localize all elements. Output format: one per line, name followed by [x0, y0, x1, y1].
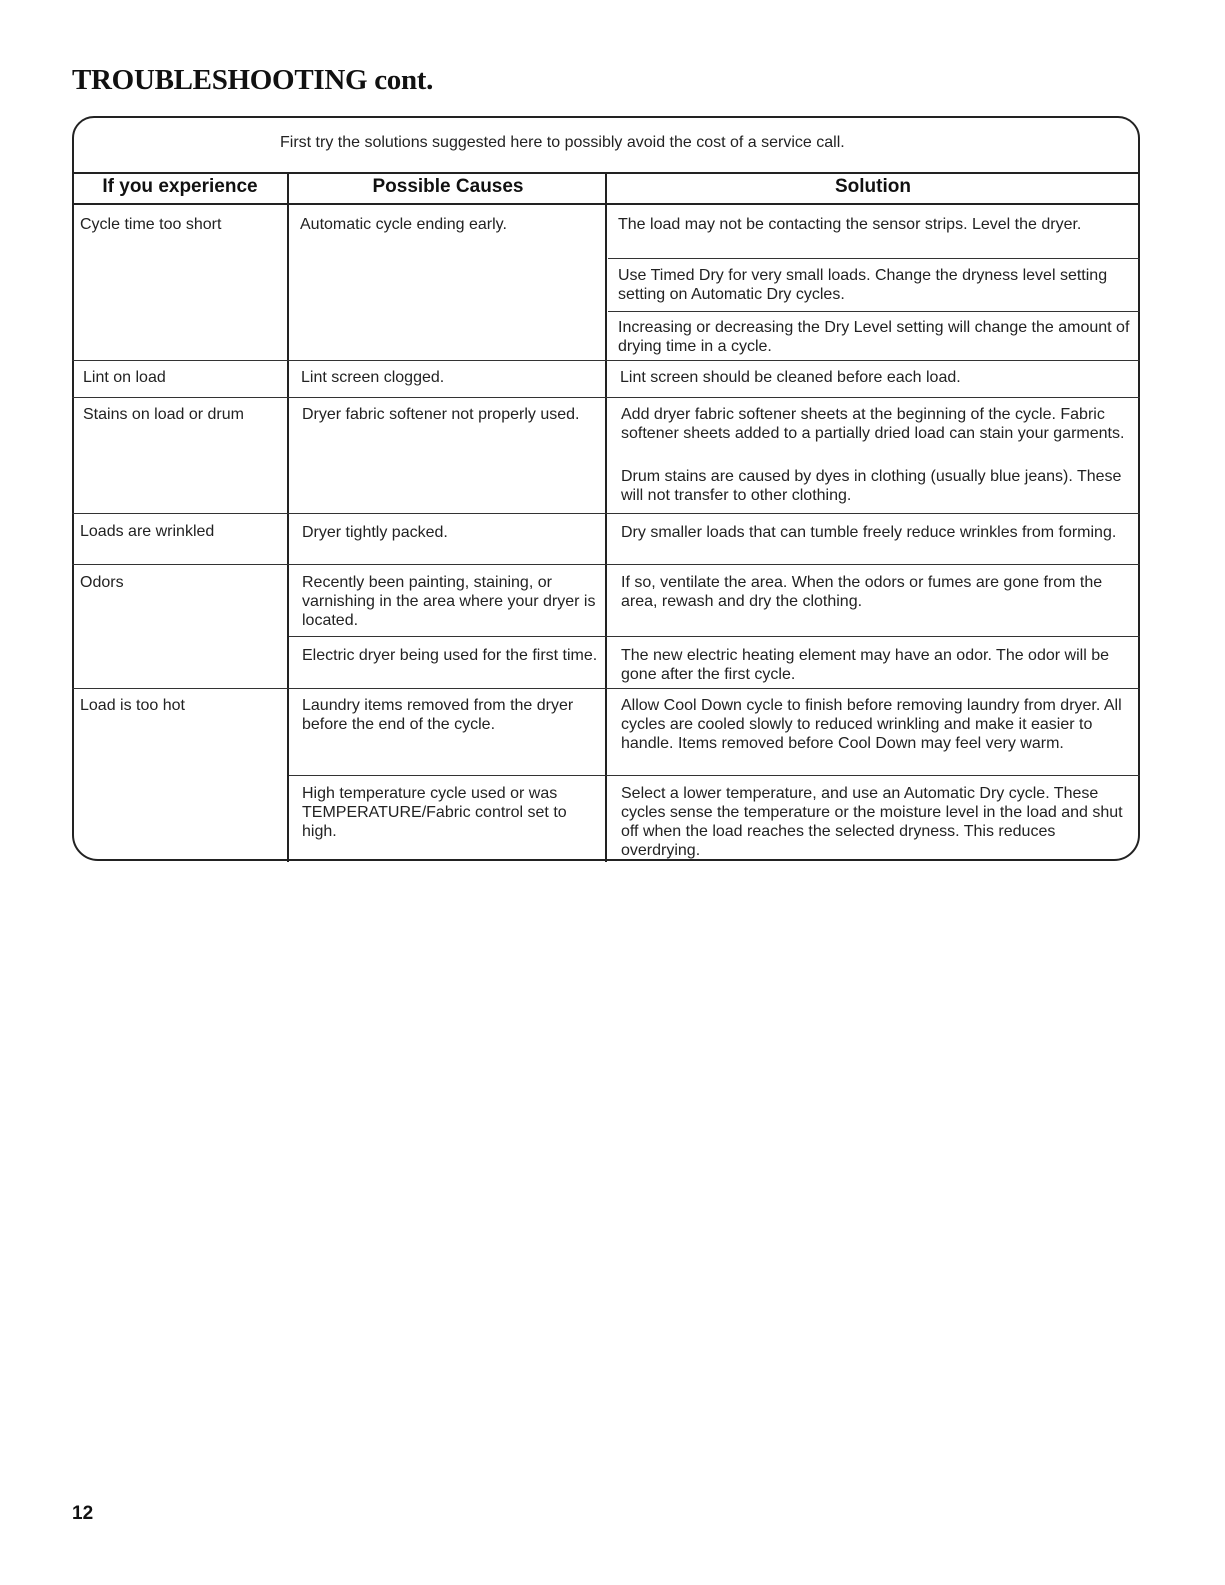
- page-title: TROUBLESHOOTING cont.: [72, 64, 434, 96]
- row-divider: [72, 397, 1140, 398]
- solution-cell: Use Timed Dry for very small loads. Change the dryness level setting setting on Automatic Dry cycles.: [618, 267, 1108, 303]
- solution-cell: Increasing or decreasing the Dry Level setting will change the amount of drying time in a cycle.: [618, 319, 1130, 355]
- row-divider: [72, 564, 1140, 565]
- column-divider: [287, 172, 289, 862]
- problem-cell: Loads are wrinkled: [80, 523, 215, 540]
- solution-cell: The new electric heating element may have an odor. The odor will be gone after the first cycle.: [621, 647, 1109, 683]
- problem-cell: Odors: [80, 574, 124, 591]
- cause-cell: Recently been painting, staining, or varnishing in the area where your dryer is located.: [302, 574, 596, 629]
- solution-cell: Add dryer fabric softener sheets at the beginning of the cycle. Fabric softener sheets added to a partially dried load can stain your garments.: [621, 406, 1125, 442]
- intro-text: First try the solutions suggested here to possibly avoid the cost of a service call.: [280, 134, 845, 151]
- problem-cell: Stains on load or drum: [83, 406, 244, 423]
- row-divider: [72, 513, 1140, 514]
- solution-cell: Drum stains are caused by dyes in clothing (usually blue jeans). These will not transfer to other clothing.: [621, 468, 1122, 504]
- solution-cell: Dry smaller loads that can tumble freely reduce wrinkles from forming.: [621, 524, 1117, 541]
- cause-cell: Dryer fabric softener not properly used.: [302, 406, 580, 423]
- row-divider: [289, 775, 1140, 776]
- row-divider: [608, 258, 1140, 259]
- cause-cell: Lint screen clogged.: [301, 369, 445, 386]
- column-divider: [605, 172, 607, 862]
- problem-cell: Load is too hot: [80, 697, 185, 714]
- solution-cell: Lint screen should be cleaned before each load.: [620, 369, 961, 386]
- problem-cell: Lint on load: [83, 369, 166, 386]
- cause-cell: Electric dryer being used for the first time.: [302, 647, 598, 664]
- solution-cell: Allow Cool Down cycle to finish before removing laundry from dryer. All cycles are cooled slowly to reduced wrinkling and make it easier to handle. Items removed before Cool Down may feel very warm.: [621, 697, 1122, 752]
- row-divider: [72, 360, 1140, 361]
- header-if-you-experience: If you experience: [102, 176, 258, 197]
- row-divider: [72, 688, 1140, 689]
- solution-cell: The load may not be contacting the sensor strips. Level the dryer.: [618, 216, 1082, 233]
- cause-cell: Automatic cycle ending early.: [300, 216, 507, 233]
- row-divider: [608, 311, 1140, 312]
- solution-cell: If so, ventilate the area. When the odors or fumes are gone from the area, rewash and dry the clothing.: [621, 574, 1103, 610]
- cause-cell: Dryer tightly packed.: [302, 524, 448, 541]
- cause-cell: High temperature cycle used or was TEMPERATURE/Fabric control set to high.: [302, 785, 567, 840]
- cause-cell: Laundry items removed from the dryer before the end of the cycle.: [302, 697, 574, 733]
- solution-cell: Select a lower temperature, and use an Automatic Dry cycle. These cycles sense the temperature or the moisture level in the load and shut off when the load reaches the selected dryness. This reduces overdrying.: [621, 785, 1123, 859]
- page-number: 12: [72, 1503, 94, 1524]
- problem-cell: Cycle time too short: [80, 216, 222, 233]
- header-possible-causes: Possible Causes: [372, 176, 524, 197]
- header-solution: Solution: [835, 176, 911, 197]
- row-divider: [289, 636, 1140, 637]
